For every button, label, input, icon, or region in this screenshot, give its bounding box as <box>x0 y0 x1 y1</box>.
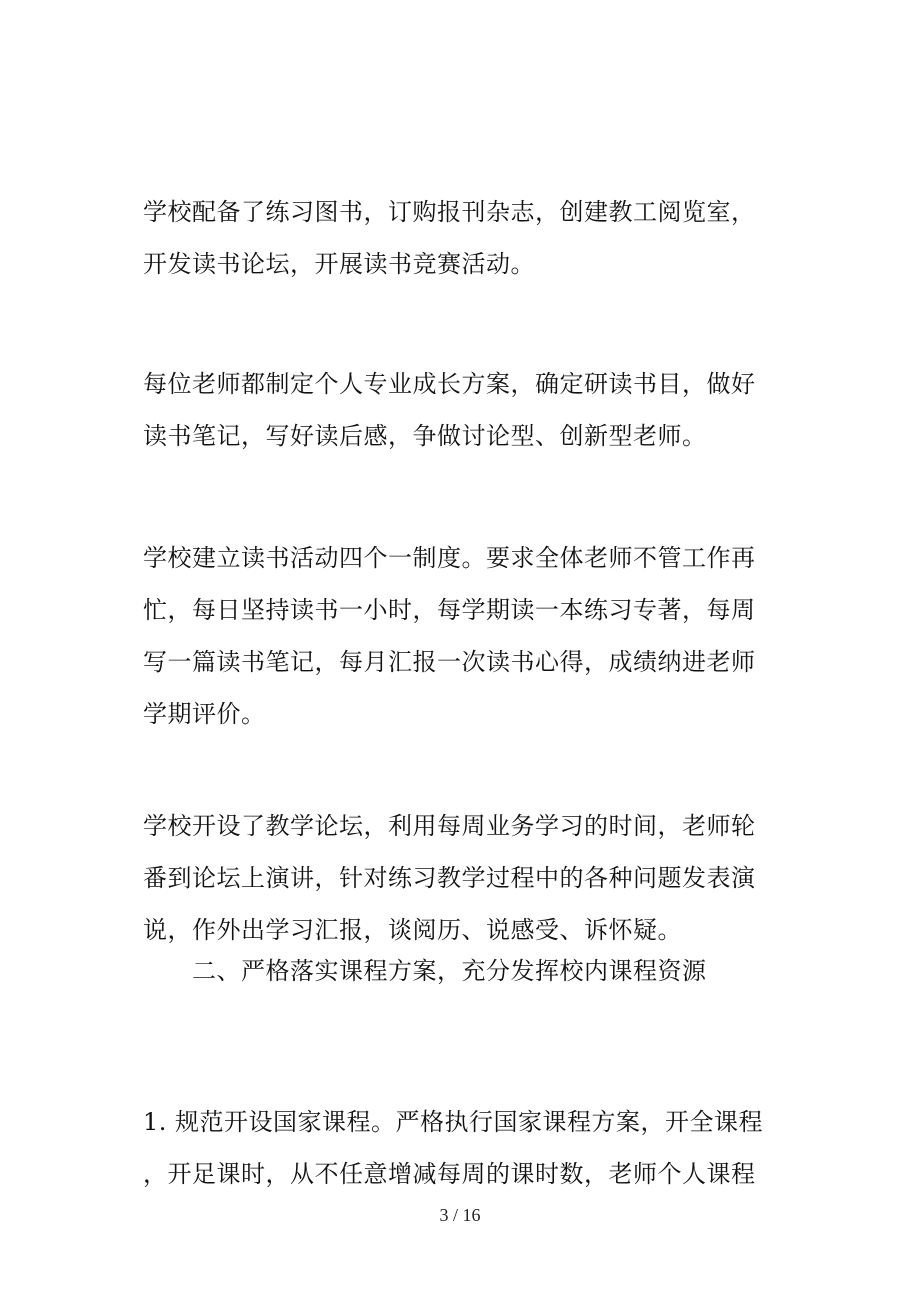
paragraph-line: 学校配备了练习图书，订购报刊杂志，创建教工阅览室， <box>143 198 756 226</box>
paragraph-line: 读书笔记，写好读后感，争做讨论型、创新型老师。 <box>143 422 707 450</box>
paragraph-teacher-growth <box>143 358 783 462</box>
paragraph-national-curriculum <box>143 1096 783 1200</box>
paragraph-line: 1. 规范开设国家课程。严格执行国家课程方案，开全课程 <box>143 1108 764 1136</box>
paragraph-line: 忙，每日坚持读书一小时，每学期读一本练习专著，每周 <box>143 596 756 624</box>
paragraph-line: 学校开设了教学论坛，利用每周业务学习的时间，老师轮 <box>143 812 756 840</box>
paragraph-line: 开发读书论坛，开展读书竞赛活动。 <box>143 250 535 278</box>
paragraph-reading-system <box>143 532 783 740</box>
paragraph-reading-resources <box>143 186 783 290</box>
paragraph-line: 写一篇读书笔记，每月汇报一次读书心得，成绩纳进老师 <box>143 648 756 676</box>
paragraph-line: 学校建立读书活动四个一制度。要求全体老师不管工作再 <box>143 544 756 572</box>
paragraph-line: 说，作外出学习汇报，谈阅历、说感受、诉怀疑。 <box>143 916 682 944</box>
page-number: 3 / 16 <box>439 1205 481 1225</box>
paragraph-teaching-forum <box>143 800 783 956</box>
paragraph-line: 学期评价。 <box>143 700 266 728</box>
paragraph-line: ，开足课时，从不任意增减每周的课时数，老师个人课程 <box>143 1160 756 1188</box>
paragraph-line: 番到论坛上演讲，针对练习教学过程中的各种问题发表演 <box>143 864 756 892</box>
section-heading: 二、严格落实课程方案，充分发挥校内课程资源 <box>192 957 707 985</box>
paragraph-line: 每位老师都制定个人专业成长方案，确定研读书目，做好 <box>143 370 756 398</box>
